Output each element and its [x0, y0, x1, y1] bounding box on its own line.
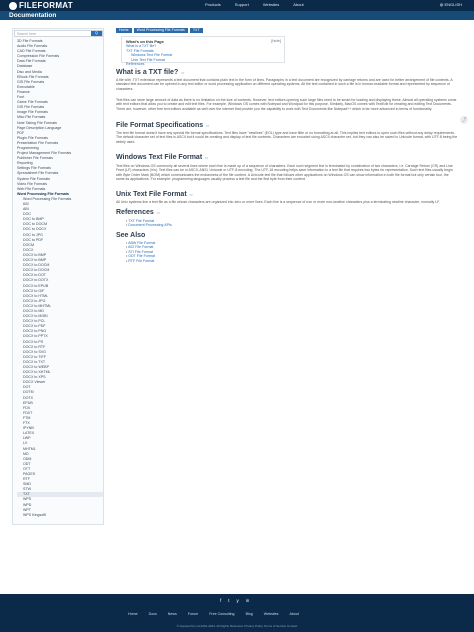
- sidebar-subitem[interactable]: WPT: [23, 507, 31, 512]
- sidebar-subitem[interactable]: DOCX to HTML: [23, 293, 49, 298]
- sidebar-category[interactable]: Note Taking File Formats: [17, 120, 57, 125]
- nav-products[interactable]: Products: [205, 2, 221, 7]
- sidebar-subitem[interactable]: DOCX to TIFF: [23, 354, 46, 359]
- sidebar-subitem[interactable]: DOCX to RTF: [23, 344, 46, 349]
- sidebar-category[interactable]: Font: [17, 95, 25, 100]
- sidebar-subitem[interactable]: DOTM: [23, 390, 34, 395]
- sidebar-subitem[interactable]: DOCM: [23, 242, 34, 247]
- footer-link-docs[interactable]: Docs: [148, 612, 157, 616]
- sidebar-subitem[interactable]: DOC to DOCX: [23, 227, 47, 232]
- footer-link-websites[interactable]: Websites: [263, 612, 279, 616]
- heading-what-is-txt: What is a TXT file? ⇔: [116, 69, 186, 76]
- toc-title: What's on this Page: [126, 39, 164, 44]
- sidebar-subitem[interactable]: DOCX to GIF: [23, 288, 45, 293]
- sidebar-subitem[interactable]: ODM: [23, 456, 32, 461]
- sidebar-category[interactable]: System File Formats: [17, 176, 50, 181]
- facebook-icon[interactable]: f: [220, 598, 222, 603]
- footer-nav: [128, 612, 299, 616]
- sidebar-subitem[interactable]: DOCX to TXT: [23, 359, 46, 364]
- anchor-link-icon[interactable]: ⇔: [205, 123, 211, 129]
- see-also-link[interactable]: • RTF File Format: [126, 259, 155, 263]
- sidebar-subitem[interactable]: FTM: [23, 415, 31, 420]
- footer: [0, 594, 474, 632]
- footer-link-about[interactable]: About: [289, 612, 299, 616]
- nav-websites[interactable]: Websites: [262, 2, 280, 7]
- sidebar-category[interactable]: Page Description Language: [17, 125, 62, 130]
- sidebar-subitem[interactable]: DOCX to WEBP: [23, 365, 49, 369]
- sidebar-subitem[interactable]: IPYNB: [23, 426, 34, 431]
- footer-link-consulting[interactable]: Free Consulting: [209, 612, 235, 616]
- nav-support[interactable]: Support: [234, 2, 249, 7]
- top-navbar: [0, 0, 474, 11]
- sidebar-subitem[interactable]: EPUB: [23, 400, 33, 405]
- sidebar-category[interactable]: Game File Formats: [17, 100, 48, 105]
- heading-file-format-specifications: File Format Specifications ⇔: [116, 122, 211, 129]
- sidebar-category[interactable]: Settings File Formats: [17, 166, 51, 171]
- section-title: Documentation: [9, 12, 57, 19]
- paragraph: All Unix systems line a text file as a file whose characters are organized into zero or more lines. Each line is a sequence of non or more non-newline characters plus a terminating newline character, normally LF.: [116, 200, 440, 204]
- language-selector[interactable]: ◍ ENGLISH: [439, 2, 462, 7]
- sidebar-subitem[interactable]: RTF: [23, 477, 30, 482]
- footer-link-blog[interactable]: Blog: [245, 612, 253, 616]
- sidebar-category[interactable]: Word Processing File Formats: [17, 191, 69, 196]
- sidebar-subitem[interactable]: DOCX Viewer: [23, 380, 46, 385]
- sidebar-subitem[interactable]: DOCX to MHTML: [23, 303, 52, 308]
- see-also-link[interactable]: • STI File Format: [126, 250, 155, 254]
- paragraph: A file with .TXT extension represents a text document that contains plain text in the form of lines. Paragraphs in a text document are recognized by carriage returns and are used for better arrangement of file contents. A standard text document can be opened in any text editor or word processing application on different operating systems. All the text contained in such a file is in human-readable format and represented by sequence of characters.: [116, 78, 453, 91]
- sidebar-category[interactable]: EBook File Formats: [17, 74, 49, 79]
- sidebar-subitem[interactable]: WPS: [23, 497, 32, 502]
- references-list: [126, 219, 172, 228]
- sidebar-category[interactable]: Spreadsheet File Formats: [17, 171, 59, 176]
- sidebar-category[interactable]: Reporting: [17, 161, 33, 166]
- search-icon: Q: [95, 31, 98, 35]
- sidebar-category[interactable]: Finance: [17, 89, 30, 94]
- sidebar-category[interactable]: Image File Formats: [17, 110, 48, 115]
- sidebar-subitem[interactable]: WPS KingsoftI: [23, 512, 47, 517]
- sidebar-category[interactable]: Video File Formats: [17, 181, 48, 186]
- table-of-contents: [121, 36, 285, 67]
- sidebar-subitem[interactable]: DOCX to DOCM: [23, 268, 50, 273]
- anchor-link-icon[interactable]: ⇔: [180, 70, 186, 76]
- nav-about[interactable]: About: [293, 2, 304, 7]
- sidebar-category[interactable]: 3D File Formats: [17, 39, 43, 43]
- sidebar-subitem[interactable]: FTX: [23, 421, 30, 426]
- sidebar-subitem[interactable]: FDX: [23, 405, 31, 410]
- sidebar-subitem[interactable]: LATEX: [23, 431, 35, 436]
- sidebar-category[interactable]: Executable: [17, 84, 35, 89]
- sidebar-subitem[interactable]: STW: [23, 487, 31, 492]
- breadcrumb-home[interactable]: Home: [116, 28, 132, 33]
- sidebar-subitem[interactable]: DOTX: [23, 395, 33, 400]
- toc-link[interactable]: Unix Text File Format: [131, 57, 165, 62]
- sidebar-subitem[interactable]: DOCX to SVG: [23, 349, 46, 354]
- sidebar-category[interactable]: Audio File Formats: [17, 44, 48, 49]
- twitter-icon[interactable]: t: [228, 598, 230, 603]
- sidebar-subitem[interactable]: DOCX to DOCM: [23, 263, 50, 268]
- sidebar-category[interactable]: GIS File Formats: [17, 105, 45, 110]
- heading-see-also: See Also: [116, 232, 146, 239]
- see-also-link[interactable]: • 602 File Format: [126, 245, 155, 249]
- reference-link[interactable]: • Document Processing APIs: [126, 223, 172, 227]
- sidebar: [12, 28, 104, 525]
- sidebar-category[interactable]: CAD File Formats: [17, 49, 46, 54]
- anchor-link-icon[interactable]: ⇔: [155, 210, 161, 216]
- sidebar-subitem[interactable]: FDXT: [23, 410, 33, 415]
- sidebar-subitem[interactable]: LWP: [23, 436, 31, 441]
- see-also-link[interactable]: • ODT File Format: [126, 254, 155, 258]
- reference-link[interactable]: • TXT File Format: [126, 219, 172, 223]
- sidebar-subitem[interactable]: DOCX to BMP: [23, 258, 47, 263]
- social-links: [220, 598, 249, 603]
- sidebar-category[interactable]: PDF: [17, 130, 25, 135]
- sidebar-subitem[interactable]: MHTML: [23, 446, 36, 451]
- sidebar-subitem[interactable]: DOCX to MOBI: [23, 314, 48, 319]
- logo-icon: [9, 2, 17, 10]
- sidebar-subitem[interactable]: DOCX to PNG: [23, 329, 47, 334]
- linkedin-icon[interactable]: in: [245, 598, 250, 603]
- toc-link[interactable]: References: [126, 62, 145, 67]
- category-list: [17, 39, 103, 518]
- toc-hide-link[interactable]: [hide]: [271, 38, 281, 43]
- sidebar-subitem[interactable]: DOC to BMP: [23, 217, 44, 222]
- sidebar-subitem[interactable]: DOC to PDF: [23, 237, 44, 242]
- sidebar-category[interactable]: Compression File Formats: [17, 54, 60, 59]
- copyright-text: © Aspose Pty Ltd 2001-2024. All Rights Reserved. Privacy Policy Terms of Service Contact: [176, 624, 298, 628]
- sidebar-subitem[interactable]: DOCX to DOT: [23, 273, 46, 278]
- sidebar-subitem[interactable]: DOT: [23, 385, 31, 390]
- search-input[interactable]: Search here Q: [14, 30, 103, 37]
- top-nav-links: [205, 2, 304, 7]
- toc-link[interactable]: TXT File Formats: [126, 48, 154, 53]
- breadcrumb-category[interactable]: Word Processing File Formats: [134, 28, 188, 33]
- sidebar-subitem[interactable]: DOCX to PCL: [23, 319, 46, 324]
- toc-link[interactable]: Windows Text File Format: [131, 53, 173, 58]
- documentation-bar: [0, 11, 474, 20]
- youtube-icon[interactable]: y: [236, 598, 239, 603]
- sidebar-subitem[interactable]: MD: [23, 451, 29, 456]
- sidebar-category[interactable]: Misc File Formats: [17, 115, 46, 120]
- sidebar-subitem[interactable]: Word Processing File Formats: [23, 196, 72, 201]
- sidebar-subitem[interactable]: DOCX: [23, 247, 34, 252]
- sidebar-subitem[interactable]: DOC: [23, 212, 31, 217]
- sidebar-subitem[interactable]: TXT: [17, 492, 103, 497]
- footer-link-news[interactable]: News: [167, 612, 177, 616]
- sidebar-subitem[interactable]: ODT: [23, 461, 31, 466]
- heading-references: References ⇔: [116, 209, 161, 216]
- sidebar-category[interactable]: Plugin File Formats: [17, 135, 48, 140]
- paragraph: The text file format doesn't have any special file format specifications. Text files have "newlines" (EOL) type and have little or no formatting at all. This implies text editors to open such files without any delay requirements. The default character set of text files is ASCII but it could be creating and display of text file contents. Characters are encoded using ASCII character set, but they can also be saved in Unicode format, with UTF-8 being the widely used.: [116, 131, 458, 144]
- sidebar-subitem[interactable]: DOCX to PDF: [23, 324, 46, 329]
- breadcrumb: [116, 28, 203, 33]
- sidebar-category[interactable]: Presentation File Formats: [17, 140, 59, 145]
- sidebar-category[interactable]: Programming: [17, 145, 39, 150]
- sidebar-subitem[interactable]: DOCX to EPUB: [23, 283, 49, 288]
- search-button[interactable]: [91, 31, 102, 36]
- share-button[interactable]: [460, 116, 468, 124]
- see-also-list: [126, 241, 155, 263]
- footer-link-forum[interactable]: Forum: [187, 612, 199, 616]
- sidebar-subitem[interactable]: DOCX to PS: [23, 339, 44, 344]
- sidebar-subitem[interactable]: DOCX to MD: [23, 308, 44, 313]
- sidebar-subitem[interactable]: LX: [23, 441, 28, 446]
- sidebar-subitem[interactable]: OTT: [23, 466, 31, 471]
- footer-link-home[interactable]: Home: [128, 612, 138, 616]
- see-also-link[interactable]: • ABW File Format: [126, 241, 155, 245]
- heading-windows-text-file-format: Windows Text File Format ⇔: [116, 154, 210, 161]
- breadcrumb-current[interactable]: TXT: [190, 28, 203, 33]
- anchor-link-icon[interactable]: ⇔: [204, 155, 210, 161]
- paragraph: Text files can store large amount of data as there is no limitation on the size of contents. However, text editors opening such large files need to be smart for loading and displaying these. Almost all operating systems come with text editors that allow you to create and edit text files. For example, Windows OS comes with Notepad and Wordpad for this purpose. Similarly, MacOS comes with TextEdit for creating and editing Text Documents. There are, however, other free text editors available as well over the internet that provide you the capability to work with Text Documents like Notepad++ which is far more advanced in terms of functionality.: [116, 98, 457, 111]
- sidebar-category[interactable]: Disc and Media: [17, 69, 42, 74]
- heading-unix-text-file-format: Unix Text File Format ⇔: [116, 191, 194, 198]
- sidebar-subitem[interactable]: DOCX to BMP: [23, 252, 47, 257]
- sidebar-category[interactable]: Data File Formats: [17, 59, 46, 64]
- sidebar-subitem[interactable]: DOC to DOCM: [23, 222, 47, 227]
- sidebar-subitem[interactable]: DOCX to PPTX: [23, 334, 48, 339]
- sidebar-category[interactable]: Web File Formats: [17, 186, 46, 191]
- toc-link[interactable]: What is a TXT file?: [126, 44, 157, 48]
- sidebar-category[interactable]: GIS File Formats: [17, 79, 45, 84]
- share-icon: ⤴: [461, 117, 467, 122]
- sidebar-category[interactable]: Project Management File Formats: [17, 151, 72, 156]
- sidebar-subitem[interactable]: DOCX to XPS: [23, 375, 46, 380]
- sidebar-subitem[interactable]: SMD: [23, 482, 31, 487]
- paragraph: Text files on Windows OS commonly all several lines where each line is made up of a sequence of characters. Each such segment line is terminated by combination of two characters, i.e. Carriage Return (CR) and Line Feed (LF) characters (\r\n). Text files can be in ASCII, ANSI, Unicode or UTF-8 encoding. The UTF-16 encoding helps save information in a text file that requires two bytes for representation. Such text files usually begin with Byte Order Mark (BOM) which communicates the endianness of the file content. A Unicode text file that follows other applications on Windows OS can show information in both file format but only certain tool, the same as applications. For example: programming languages usually process a text file and the first byte from their content.: [116, 164, 453, 182]
- sidebar-category[interactable]: Database: [17, 64, 33, 69]
- sidebar-subitem[interactable]: DOCX to JPG: [23, 298, 46, 303]
- sidebar-subitem[interactable]: DOCX to XHTML: [23, 370, 51, 375]
- sidebar-subitem[interactable]: DOCX to DOTX: [23, 278, 49, 283]
- sidebar-subitem[interactable]: ABI: [23, 207, 29, 212]
- sidebar-subitem[interactable]: DOC to JPG: [23, 232, 43, 237]
- sidebar-subitem[interactable]: WPD: [23, 502, 32, 507]
- sidebar-category[interactable]: Publisher File Formats: [17, 156, 53, 161]
- sidebar-subitem[interactable]: 602: [23, 202, 29, 206]
- site-logo[interactable]: FILEFORMAT: [9, 1, 73, 10]
- sidebar-subitem[interactable]: PAGES: [23, 471, 36, 476]
- anchor-link-icon[interactable]: ⇔: [188, 192, 194, 198]
